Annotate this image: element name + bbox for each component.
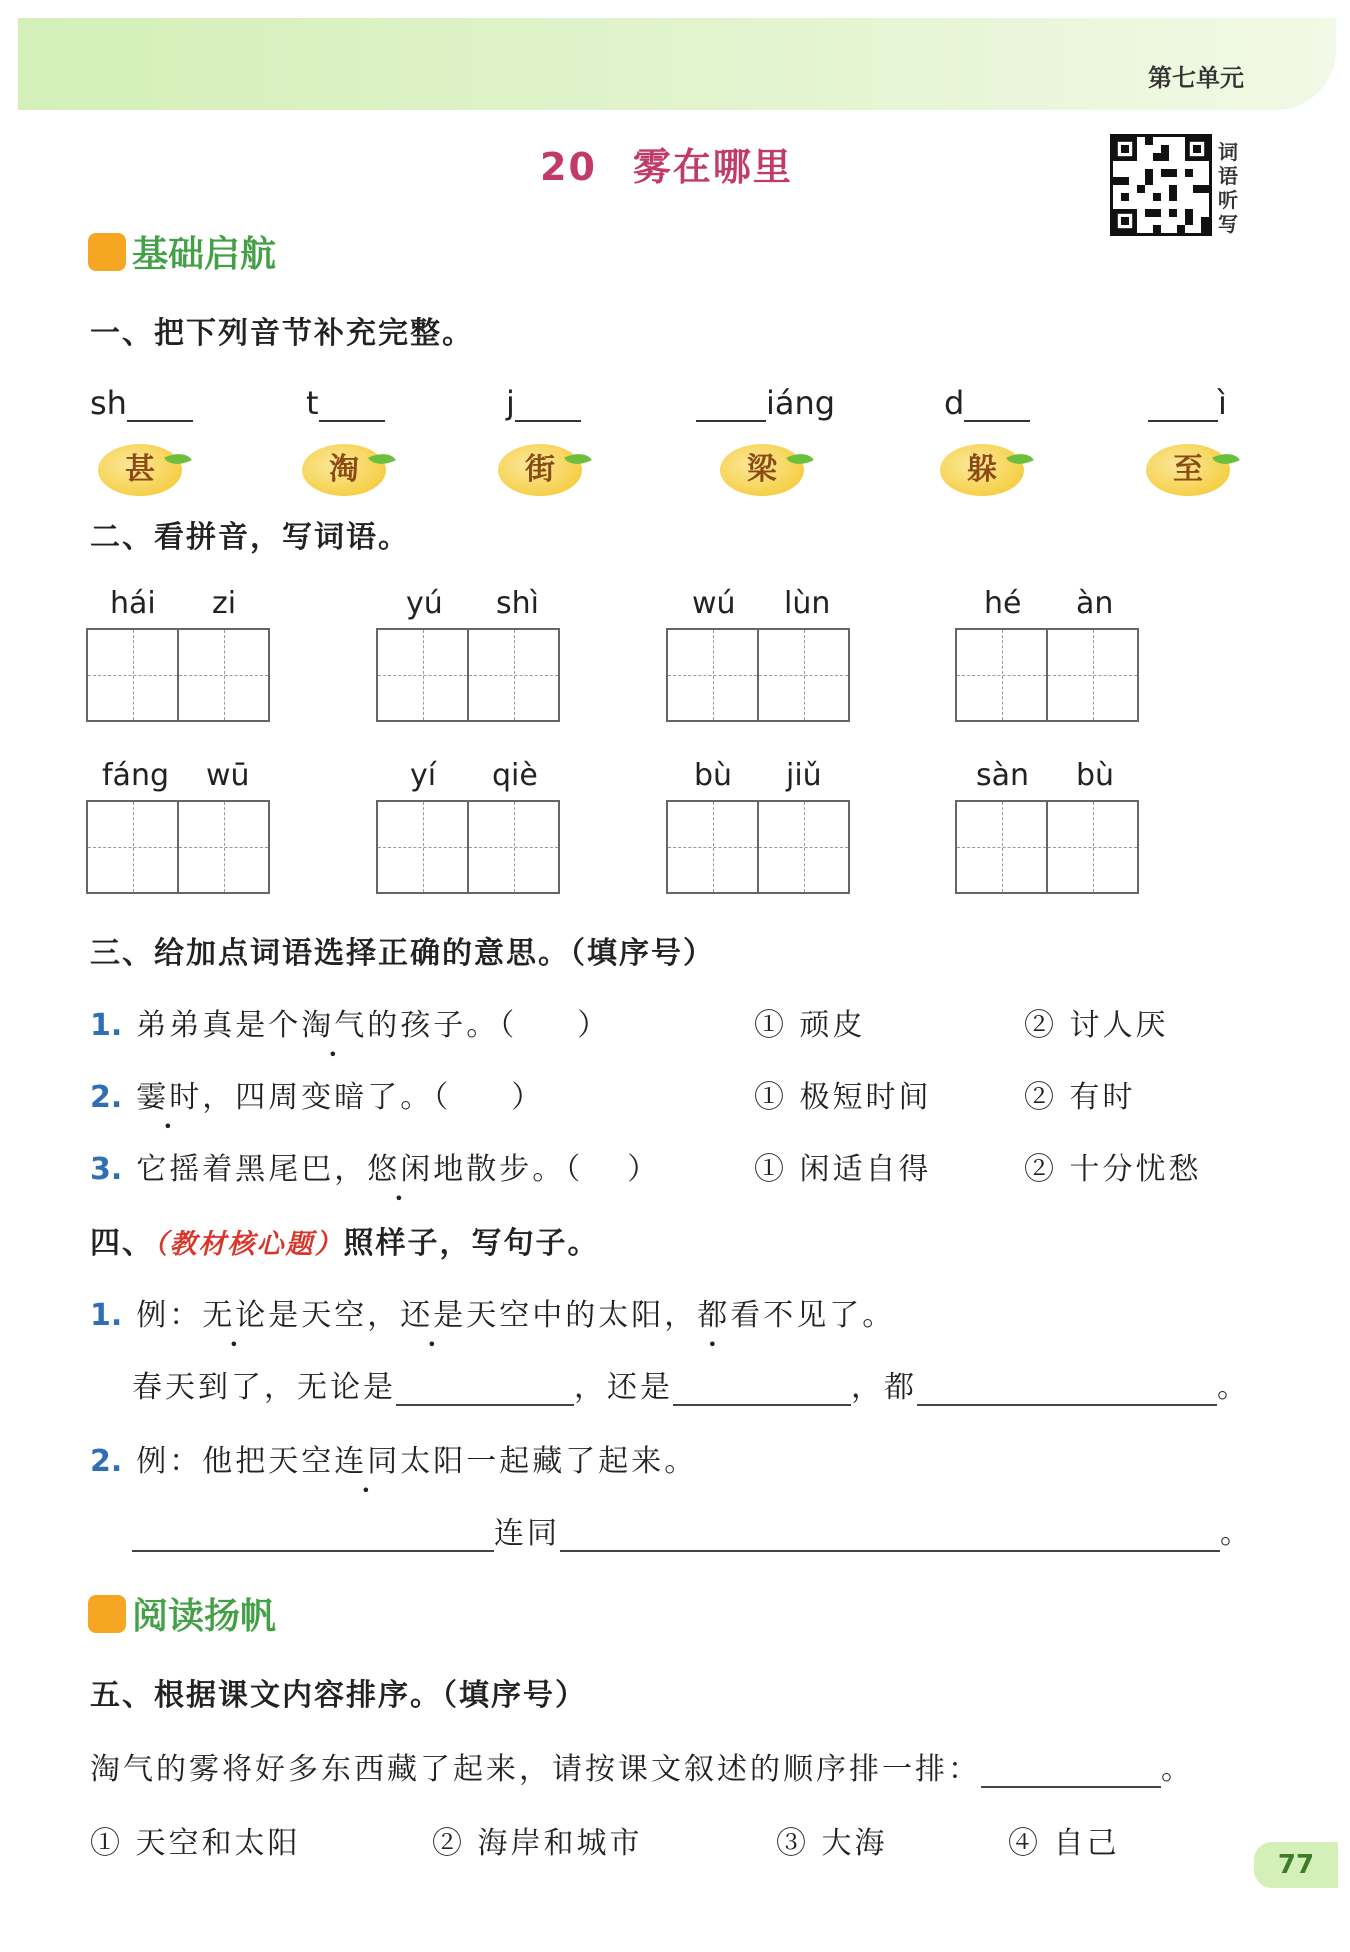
pinyin: yú <box>406 586 443 621</box>
pinyin: àn <box>1076 586 1114 621</box>
lemon-char: 街 <box>498 444 582 496</box>
lemon-char: 梁 <box>720 444 804 496</box>
section-reading <box>88 1588 276 1639</box>
q4-fill-1 <box>132 1362 1250 1406</box>
pinyin: jiǔ <box>786 758 822 793</box>
syllable-blank[interactable] <box>127 390 193 422</box>
pinyin: shì <box>496 586 539 621</box>
pinyin: hé <box>984 586 1022 621</box>
qr-code[interactable] <box>1110 134 1212 236</box>
header-band <box>18 18 1336 110</box>
sentence-part: 它摇着黑尾巴， <box>136 1152 368 1187</box>
lesson-title <box>540 136 793 191</box>
q5-title: 五、根据课文内容排序。（填序号） <box>90 1678 587 1713</box>
q3-row-3 <box>90 1144 660 1188</box>
sentence-part: 例：他把天空 <box>136 1444 335 1479</box>
answer-line[interactable] <box>132 1516 494 1552</box>
pinyin: yí <box>410 758 437 793</box>
question-number: 2. <box>90 1080 123 1115</box>
q5-option: ③ 大海 <box>776 1826 888 1861</box>
syllable-prefix: j <box>506 384 515 422</box>
q4-example-2 <box>90 1436 697 1480</box>
question-number: 3. <box>90 1152 123 1187</box>
writing-grid[interactable] <box>86 800 272 894</box>
answer-line[interactable] <box>560 1516 1220 1552</box>
answer-line[interactable] <box>917 1370 1217 1406</box>
lesson-title-text: 雾在哪里 <box>632 145 793 189</box>
q5-option: ② 海岸和城市 <box>432 1826 643 1861</box>
q3-option: ① 极短时间 <box>754 1080 932 1115</box>
grid-cell[interactable] <box>177 800 270 894</box>
q4-title <box>90 1218 600 1262</box>
q3-option: ② 十分忧愁 <box>1024 1152 1202 1187</box>
q3-option: ② 有时 <box>1024 1080 1136 1115</box>
writing-grid[interactable] <box>955 628 1141 722</box>
dotted-word: 淘气 <box>301 1008 368 1043</box>
pinyin: wū <box>206 758 250 793</box>
lemon-char: 至 <box>1146 444 1230 496</box>
pinyin: bù <box>1076 758 1115 793</box>
writing-grid[interactable] <box>376 628 562 722</box>
q5-prompt <box>90 1744 1194 1788</box>
q4-title-text: 照样子，写句子。 <box>343 1226 600 1261</box>
grid-cell[interactable] <box>376 800 469 894</box>
sentence-part: ，都 <box>851 1370 917 1405</box>
unit-label: 第七单元 <box>1148 64 1244 92</box>
section-reading-label: 阅读扬帆 <box>132 1596 277 1637</box>
sentence-part: ，还是 <box>574 1370 673 1405</box>
dotted-word: 都 <box>697 1298 731 1333</box>
q3-option: ① 顽皮 <box>754 1008 866 1043</box>
pinyin: zi <box>212 586 237 621</box>
grid-cell[interactable] <box>757 628 850 722</box>
syllable-prefix: t <box>306 384 319 422</box>
syllable-blank[interactable] <box>515 390 581 422</box>
q2-title: 二、看拼音，写词语。 <box>90 520 410 555</box>
q4-prefix: 四、 <box>90 1226 154 1261</box>
q1-syllable-5 <box>944 384 1030 422</box>
q5-option: ① 天空和太阳 <box>90 1826 301 1861</box>
q1-syllable-1 <box>90 384 193 422</box>
pinyin: wú <box>692 586 736 621</box>
sentence-part: 。 <box>1217 1370 1250 1405</box>
answer-line[interactable] <box>981 1752 1161 1788</box>
pinyin: sàn <box>976 758 1030 793</box>
sentence-part: 天空中的太阳， <box>466 1298 698 1333</box>
grid-cell[interactable] <box>86 628 179 722</box>
pinyin: hái <box>110 586 156 621</box>
q4-example-1 <box>90 1290 895 1334</box>
dotted-word: 悠闲 <box>367 1152 434 1187</box>
q3-row-1 <box>90 1000 610 1044</box>
anchor-icon <box>88 233 126 271</box>
grid-cell[interactable] <box>1046 628 1139 722</box>
sentence-part: ） <box>577 1008 611 1043</box>
q5-option: ④ 自己 <box>1008 1826 1120 1861</box>
sentence-part: 淘气的雾将好多东西藏了起来，请按课文叙述的顺序排一排： <box>90 1752 981 1787</box>
sentence-part: 连同 <box>494 1516 560 1551</box>
sentence-part: ） <box>627 1152 661 1187</box>
q3-option: ② 讨人厌 <box>1024 1008 1169 1043</box>
sentence-part: 弟弟真是个 <box>136 1008 302 1043</box>
grid-cell[interactable] <box>757 800 850 894</box>
grid-cell[interactable] <box>1046 800 1139 894</box>
lemon-char: 淘 <box>302 444 386 496</box>
dotted-word: 连同 <box>334 1444 401 1479</box>
lesson-number: 20 <box>540 145 597 189</box>
syllable-prefix: sh <box>90 384 127 422</box>
grid-cell[interactable] <box>955 628 1048 722</box>
sentence-part: 是天空， <box>268 1298 401 1333</box>
qr-label: 词语听写 <box>1218 140 1238 236</box>
pinyin: lùn <box>784 586 831 621</box>
sentence-part: 春天到了，无论是 <box>132 1370 396 1405</box>
grid-cell[interactable] <box>467 628 560 722</box>
question-number: 2. <box>90 1444 123 1479</box>
q1-syllable-2 <box>306 384 385 422</box>
q3-option: ① 闲适自得 <box>754 1152 932 1187</box>
qr-code-graphic <box>1113 137 1209 233</box>
q1-title: 一、把下列音节补充完整。 <box>90 316 474 351</box>
sentence-part: 太阳一起藏了起来。 <box>400 1444 698 1479</box>
pinyin: qiè <box>492 758 538 793</box>
writing-grid[interactable] <box>666 800 852 894</box>
syllable-blank[interactable] <box>1148 390 1218 422</box>
pinyin: bù <box>694 758 733 793</box>
answer-line[interactable] <box>396 1370 574 1406</box>
q3-row-2 <box>90 1072 544 1116</box>
sentence-part: 。 <box>1161 1752 1194 1787</box>
syllable-blank[interactable] <box>964 390 1030 422</box>
sentence-part: 地散步。（ <box>433 1152 584 1187</box>
grid-cell[interactable] <box>376 628 469 722</box>
q1-syllable-6 <box>1148 384 1227 422</box>
question-number: 1. <box>90 1298 123 1333</box>
question-number: 1. <box>90 1008 123 1043</box>
core-question-tag: （教材核心题） <box>154 1229 344 1260</box>
grid-cell[interactable] <box>177 628 270 722</box>
dotted-word: 无论 <box>202 1298 269 1333</box>
writing-grid[interactable] <box>376 800 562 894</box>
page-number: 77 <box>1254 1842 1338 1888</box>
q4-fill-2 <box>132 1508 1253 1552</box>
grid-cell[interactable] <box>86 800 179 894</box>
pinyin: fáng <box>102 758 170 793</box>
sentence-part: 的孩子。（ <box>367 1008 518 1043</box>
grid-cell[interactable] <box>666 628 759 722</box>
syllable-blank[interactable] <box>696 390 766 422</box>
grid-cell[interactable] <box>666 800 759 894</box>
sentence-part: 看不见了。 <box>730 1298 896 1333</box>
syllable-blank[interactable] <box>319 390 385 422</box>
section-basic-label: 基础启航 <box>132 234 277 275</box>
writing-grid[interactable] <box>955 800 1141 894</box>
sentence-part: 。 <box>1220 1516 1253 1551</box>
syllable-suffix: iáng <box>766 384 836 422</box>
grid-cell[interactable] <box>467 800 560 894</box>
sentence-part: ，四周变暗了。（ <box>202 1080 452 1115</box>
sentence-part: 例： <box>136 1298 203 1333</box>
sentence-part: ） <box>511 1080 545 1115</box>
syllable-prefix: d <box>944 384 965 422</box>
q3-title: 三、给加点词语选择正确的意思。（填序号） <box>90 936 715 971</box>
section-basic <box>88 226 276 277</box>
writing-grid[interactable] <box>86 628 272 722</box>
lemon-char: 躲 <box>940 444 1024 496</box>
writing-grid[interactable] <box>666 628 852 722</box>
answer-line[interactable] <box>673 1370 851 1406</box>
dotted-word: 霎时 <box>136 1080 203 1115</box>
sail-icon <box>88 1595 126 1633</box>
syllable-suffix: ì <box>1218 384 1227 422</box>
lemon-char: 甚 <box>98 444 182 496</box>
q1-syllable-4 <box>696 384 835 422</box>
dotted-word: 还是 <box>400 1298 467 1333</box>
q1-syllable-3 <box>506 384 581 422</box>
grid-cell[interactable] <box>955 800 1048 894</box>
